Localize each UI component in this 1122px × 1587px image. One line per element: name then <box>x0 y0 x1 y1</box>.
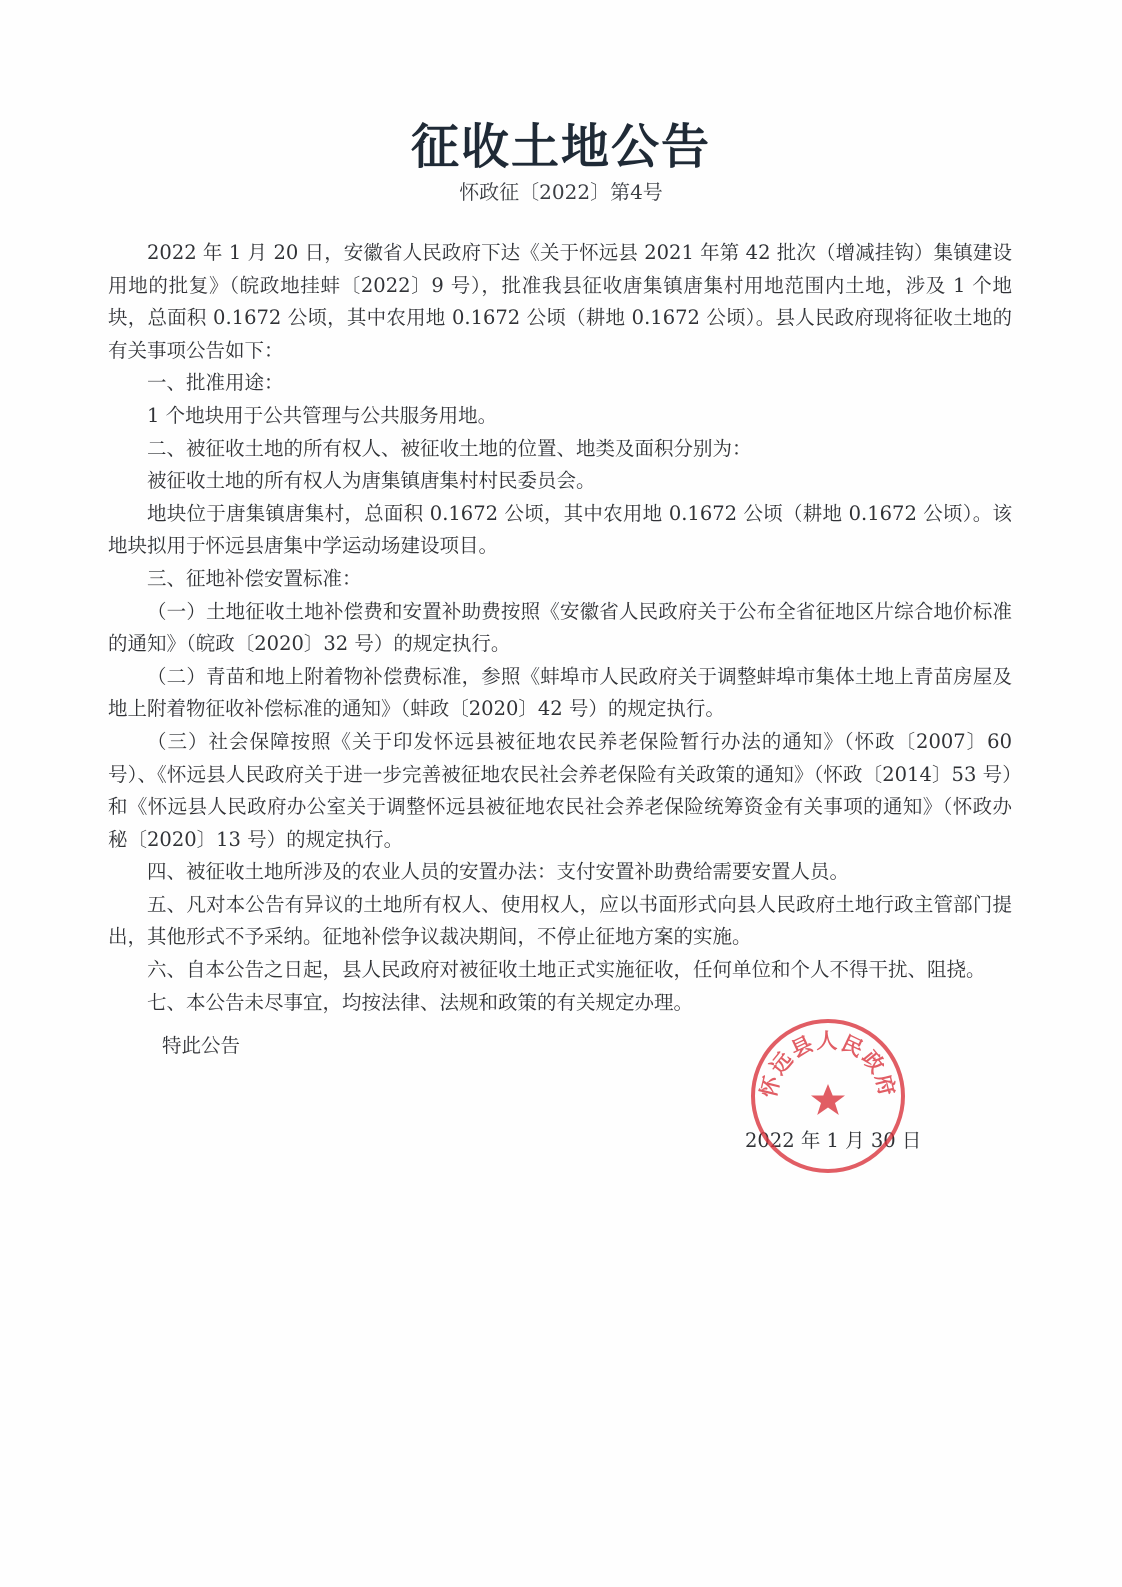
paragraph-section-7: 七、本公告未尽事宜，均按法律、法规和政策的有关规定办理。 <box>147 990 694 1014</box>
issue-date: 2022 年 1 月 30 日 <box>745 1129 922 1152</box>
paragraph-section-2-location: 地块位于唐集镇唐集村，总面积 0.1672 公顷，其中农用地 0.1672 公顷（耕地 0.1672 公顷）。该地块拟用于怀远县唐集中学运动场建设项目。 <box>108 501 1012 558</box>
seal-star-icon <box>811 1084 845 1115</box>
paragraph-section-3-heading: 三、征地补偿安置标准： <box>147 566 362 590</box>
paragraph-intro: 2022 年 1 月 20 日，安徽省人民政府下达《关于怀远县 2021 年第 42 批次（增减挂钩）集镇建设用地的批复》（皖政地挂蚌〔2022〕9 号），批准我县征收唐集镇唐集村用地范围内土地，涉及 1 个地块，总面积 0.1672 公顷，其中农用地 0.1672 公顷（耕地 0.1672 公顷）。县人民政府现将征收土地的有关事项公告如下： <box>108 241 1012 362</box>
paragraph-section-2-heading: 二、被征收土地的所有权人、被征收土地的位置、地类及面积分别为： <box>147 436 752 460</box>
paragraph-section-3-item-3: （三）社会保障按照《关于印发怀远县被征地农民养老保险暂行办法的通知》（怀政〔2007〕60 号）、《怀远县人民政府关于进一步完善被征地农民社会养老保险有关政策的通知》（怀政〔2014〕53 号）和《怀远县人民政府办公室关于调整怀远县被征地农民社会养老保险统筹资金有关事项的通知》（怀政办秘〔2020〕13 号）的规定执行。 <box>108 729 1012 851</box>
paragraph-section-2-owner: 被征收土地的所有权人为唐集镇唐集村村民委员会。 <box>147 469 596 493</box>
paragraph-section-3-item-1: （一）土地征收土地补偿费和安置补助费按照《安徽省人民政府关于公布全省征地区片综合地价标准的通知》（皖政〔2020〕32 号）的规定执行。 <box>108 599 1012 656</box>
document-body <box>108 237 1012 1019</box>
document-title: 征收土地公告 <box>410 119 711 175</box>
document-number: 怀政征〔2022〕第4号 <box>459 180 663 204</box>
paragraph-section-1-content: 1 个地块用于公共管理与公共服务用地。 <box>147 403 498 427</box>
seal-text: 怀远县人民政府 <box>756 1029 900 1100</box>
paragraph-section-4: 四、被征收土地所涉及的农业人员的安置办法：支付安置补助费给需要安置人员。 <box>147 860 850 884</box>
paragraph-section-6: 六、自本公告之日起，县人民政府对被征收土地正式实施征收，任何单位和个人不得干扰、阻挠。 <box>147 958 986 982</box>
official-seal-stamp <box>748 1016 908 1176</box>
paragraph-section-1-heading: 一、批准用途： <box>147 371 284 395</box>
paragraph-section-5: 五、凡对本公告有异议的土地所有权人、使用权人，应以书面形式向县人民政府土地行政主管部门提出，其他形式不予采纳。征地补偿争议裁决期间，不停止征地方案的实施。 <box>108 892 1012 949</box>
paragraph-section-3-item-2: （二）青苗和地上附着物补偿费标准，参照《蚌埠市人民政府关于调整蚌埠市集体土地上青苗房屋及地上附着物征收补偿标准的通知》（蚌政〔2020〕42 号）的规定执行。 <box>108 664 1012 721</box>
closing-text: 特此公告 <box>162 1034 241 1057</box>
